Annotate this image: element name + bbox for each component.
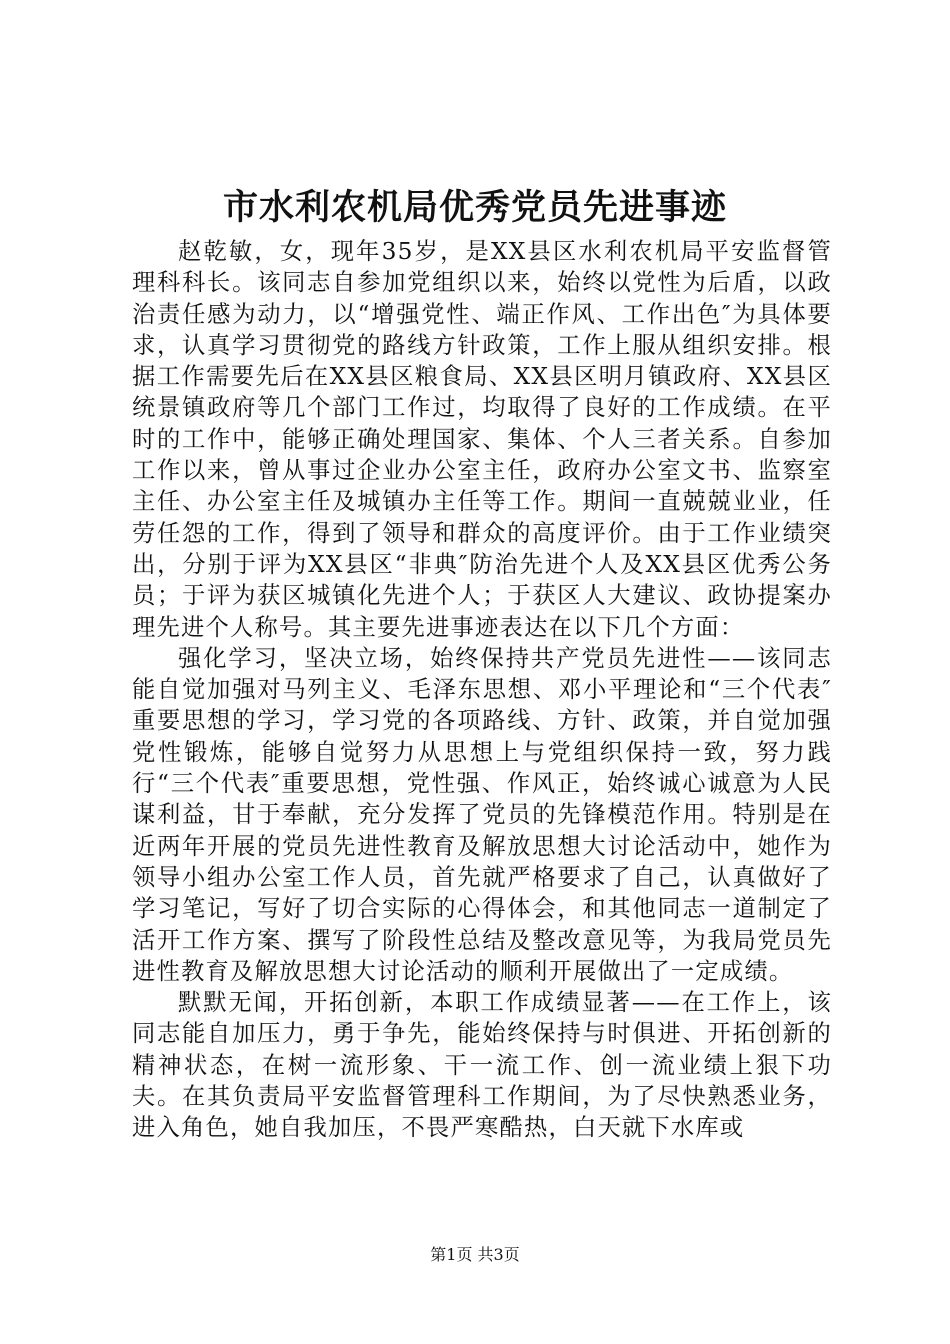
page-title: 市水利农机局优秀党员先进事迹 xyxy=(222,187,727,228)
paragraph-intro: 赵乾敏，女，现年35岁，是XX县区水利农机局平安监督管理科科长。该同志自参加党组织以来，始终以党性为后盾，以政治责任感为动力，以“增强党性、端正作风、工作出色″为具体要求，认真学习贯彻党的路线方针政策，工作上服从组织安排。根据工作需要先后在XX县区粮食局、XX县区明月镇政府、XX县区统景镇政府等几个部门工作过，均取得了良好的工作成绩。在平时的工作中，能够正确处理国家、集体、个人三者关系。自参加工作以来，曾从事过企业办公室主任，政府办公室文书、监察室主任、办公室主任及城镇办主任等工作。期间一直兢兢业业，任劳任怨的工作，得到了领导和群众的高度评价。由于工作业绩突出，分别于评为XX县区“非典″防治先进个人及XX县区优秀公务员；于评为获区城镇化先进个人；于获区人大建议、政协提案办理先进个人称号。其主要先进事迹表达在以下几个方面： xyxy=(132,238,832,641)
document-body xyxy=(132,236,832,1144)
page-footer: 第1页 共3页 xyxy=(430,1245,520,1264)
paragraph-work: 默默无闻，开拓创新，本职工作成绩显著——在工作上，该同志能自加压力，勇于争先，能始终保持与时俱进、开拓创新的精神状态，在树一流形象、干一流工作、创一流业绩上狠下功夫。在其负责局平安监督管理科工作期间，为了尽快熟悉业务，进入角色，她自我加压，不畏严寒酷热，白天就下水库或 xyxy=(132,989,832,1142)
paragraph-study: 强化学习，坚决立场，始终保持共产党员先进性——该同志能自觉加强对马列主义、毛泽东思想、邓小平理论和“三个代表″重要思想的学习，学习党的各项路线、方针、政策，并自觉加强党性锻炼，能够自觉努力从思想上与党组织保持一致，努力践行“三个代表″重要思想，党性强、作风正，始终诚心诚意为人民谋利益，甘于奉献，充分发挥了党员的先锋模范作用。特别是在近两年开展的党员先进性教育及解放思想大讨论活动中，她作为领导小组办公室工作人员，首先就严格要求了自己，认真做好了学习笔记，写好了切合实际的心得体会，和其他同志一道制定了活开工作方案、撰写了阶段性总结及整改意见等，为我局党员先进性教育及解放思想大讨论活动的顺利开展做出了一定成绩。 xyxy=(132,644,832,985)
